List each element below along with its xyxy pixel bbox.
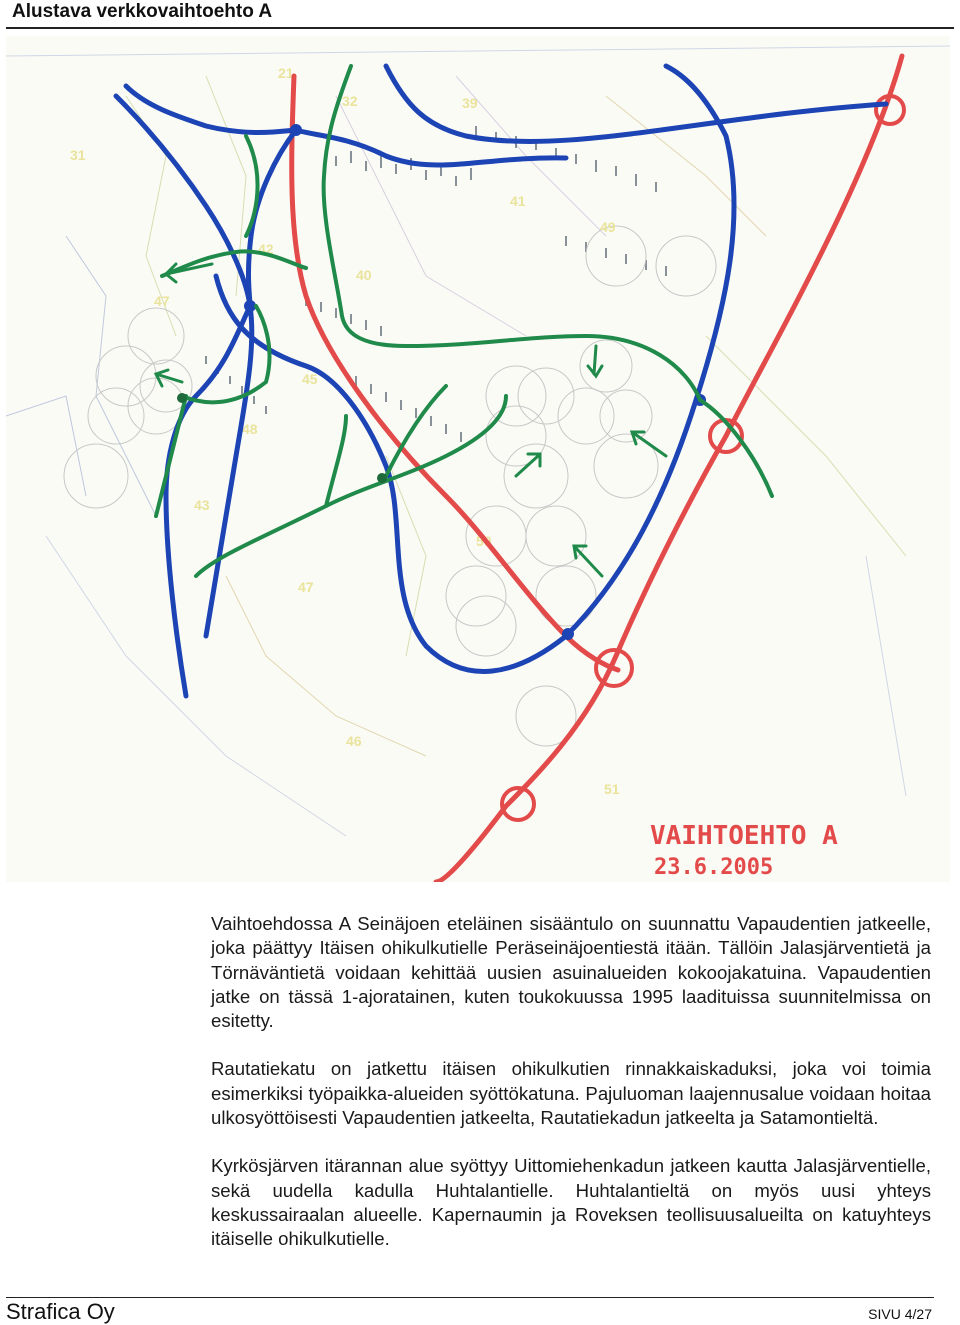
area-label: 51	[604, 781, 620, 797]
area-label: 31	[70, 147, 86, 163]
footer-divider	[6, 1297, 934, 1298]
junction-node	[562, 628, 574, 640]
blue-inner-road	[166, 130, 296, 696]
stamp-title: VAIHTOEHTO A	[650, 821, 838, 851]
area-label: 39	[462, 95, 478, 111]
area-label: 49	[600, 219, 616, 235]
green-roads	[156, 66, 772, 576]
area-label: 40	[356, 267, 372, 283]
blue-top-link	[126, 86, 296, 133]
blue-west-road	[116, 96, 252, 636]
network-map-drawing	[6, 36, 950, 882]
blue-northeast-road	[386, 66, 886, 142]
page-title: Alustava verkkovaihtoehto A	[12, 1, 273, 22]
network-map	[6, 36, 950, 882]
green-west-spur	[156, 396, 186, 516]
blue-roads	[116, 66, 886, 696]
area-label: 42	[258, 241, 274, 257]
area-label: 45	[302, 371, 318, 387]
area-label: 50	[476, 533, 492, 549]
area-label: 21	[278, 65, 294, 81]
area-label: 32	[342, 93, 358, 109]
body-text	[211, 912, 931, 1276]
red-roads	[292, 56, 902, 882]
footer-company: Strafica Oy	[6, 1299, 115, 1324]
paragraph: Kyrkösjärven itärannan alue syöttyy Uittomiehenkadun jatkeen kautta Jalasjärventielle, sekä uudella kadulla Huhtalantielle. Huhtalantieltä on myös uusi yhteys keskussairaalan alueelle. Kapernaumin ja Roveksen teollisuusalueilta on katuyhteys itäiselle ohikulkutielle.	[211, 1155, 931, 1250]
title-divider	[6, 27, 954, 29]
green-connector	[326, 416, 346, 506]
arrow-icon	[588, 346, 602, 376]
arrow-icon	[574, 546, 602, 576]
junction-node	[290, 124, 302, 136]
paragraph: Rautatiekatu on jatkettu itäisen ohikulkutien rinnakkaiskaduksi, joka voi toimia esimerkiksi työpaikka-alueiden syöttökatuna. Pajuluoman laajennusalue voidaan hoitaa ulkosyöttöisesti Vapaudentien jatkeelta, Rautatiekadun jatkeelta ja Satamontieltä.	[211, 1058, 931, 1129]
handwritten-stamp	[650, 821, 838, 880]
area-label: 46	[346, 733, 362, 749]
paragraph: Vaihtoehdossa A Seinäjoen eteläinen sisääntulo on suunnattu Vapaudentien jatkeelle, joka päättyy Itäisen ohikulkutielle Peräseinäjoentiestä itään. Tällöin Jalasjärventietä ja Törnäväntietä voidaan kehittää uusien asuinalueiden kokoojakatuina. Vapaudentien jatke on tässä 1-ajoratainen, kuten toukokuussa 1995 laadituissa suunnitelmissa on esitetty.	[211, 913, 931, 1032]
stamp-date: 23.6.2005	[654, 855, 774, 880]
arrow-icon	[632, 432, 666, 456]
area-label: 47	[298, 579, 314, 595]
area-label: 41	[510, 193, 526, 209]
junction-node	[377, 473, 387, 483]
page-number: SIVU 4/27	[868, 1306, 932, 1322]
direction-arrows	[156, 264, 666, 576]
green-north-collector	[324, 66, 700, 400]
junction-node	[177, 393, 187, 403]
area-label: 48	[242, 421, 258, 437]
arrow-icon	[516, 454, 540, 476]
area-label: 47	[154, 293, 170, 309]
area-label: 43	[194, 497, 210, 513]
